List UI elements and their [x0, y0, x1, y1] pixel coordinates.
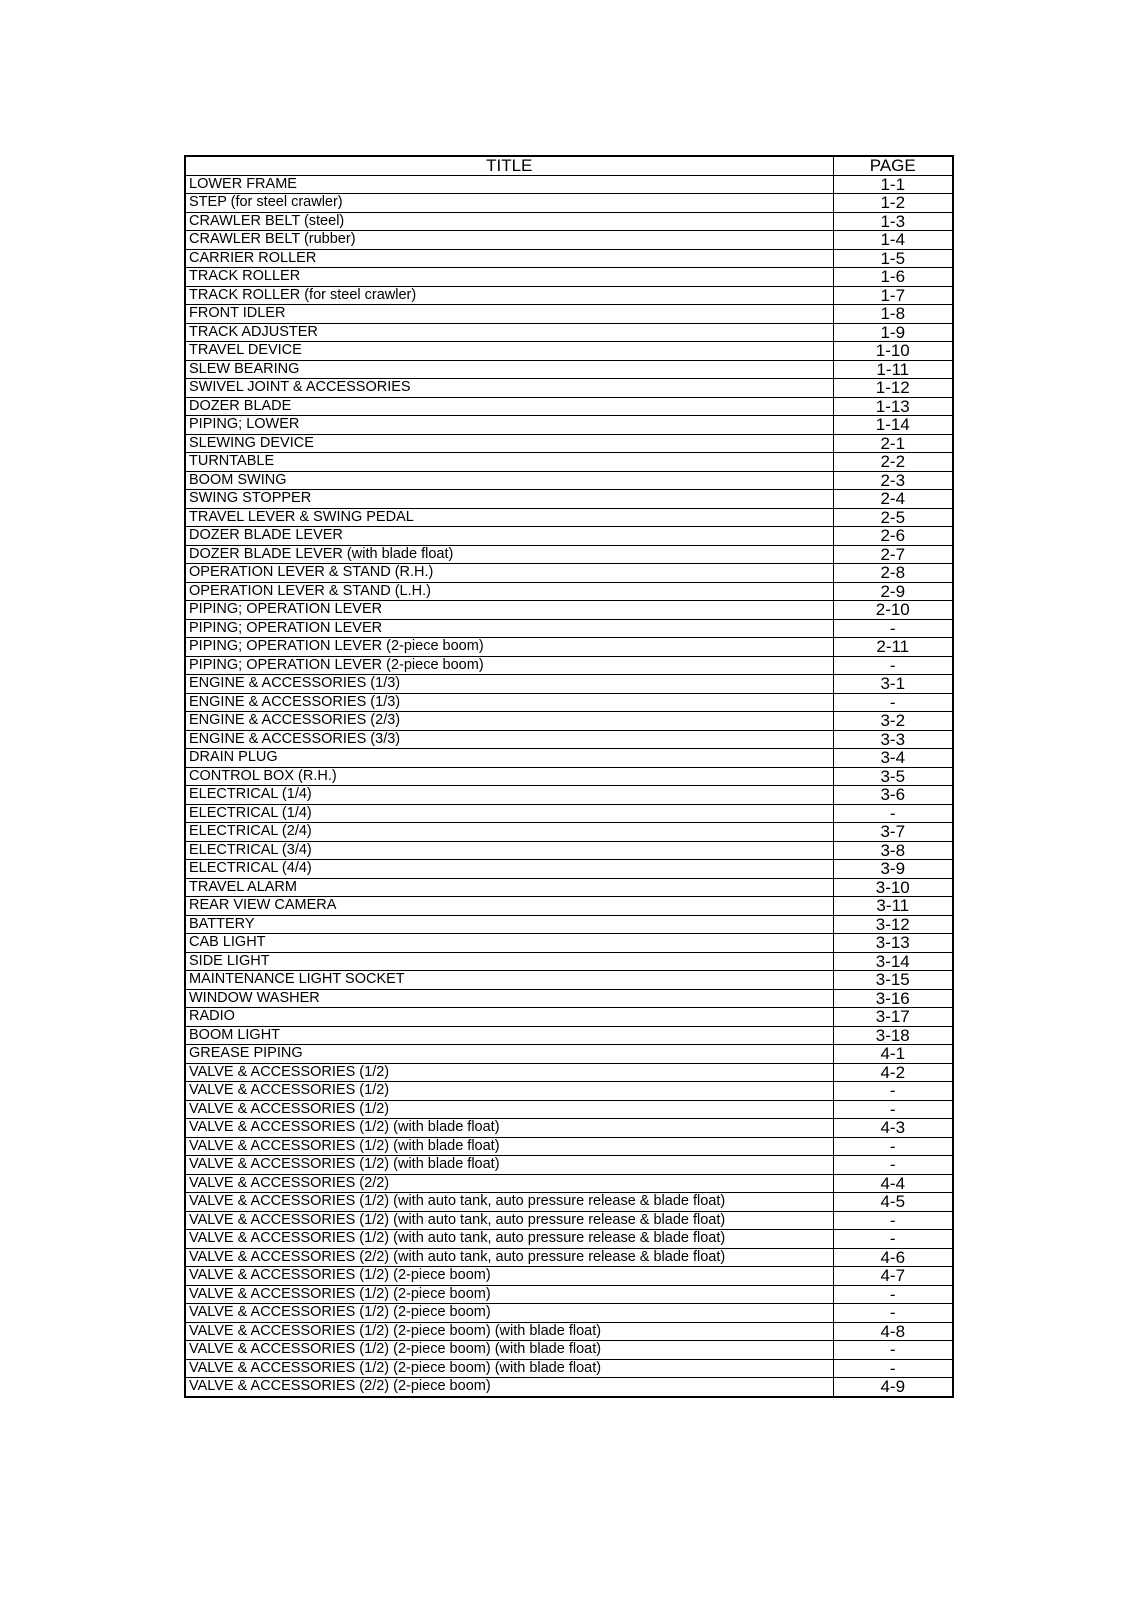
table-row — [185, 841, 953, 860]
row-page: 1-11 — [833, 360, 953, 379]
table-row — [185, 638, 953, 657]
row-page: - — [833, 1359, 953, 1378]
row-title: SIDE LIGHT — [185, 952, 833, 971]
table-row — [185, 1119, 953, 1138]
row-title: DOZER BLADE — [185, 397, 833, 416]
table-row — [185, 231, 953, 250]
row-page: 3-3 — [833, 730, 953, 749]
table-row — [185, 897, 953, 916]
row-title: ELECTRICAL (1/4) — [185, 804, 833, 823]
row-page: - — [833, 1137, 953, 1156]
row-page: 3-17 — [833, 1008, 953, 1027]
table-row — [185, 786, 953, 805]
table-row — [185, 656, 953, 675]
row-page: 2-9 — [833, 582, 953, 601]
row-page: 1-4 — [833, 231, 953, 250]
row-page: - — [833, 804, 953, 823]
row-page: 4-8 — [833, 1322, 953, 1341]
table-row — [185, 1248, 953, 1267]
table-row — [185, 416, 953, 435]
row-title: VALVE & ACCESSORIES (1/2) (2-piece boom) (with blade float) — [185, 1359, 833, 1378]
row-page: 3-8 — [833, 841, 953, 860]
row-title: CRAWLER BELT (rubber) — [185, 231, 833, 250]
row-page: 4-4 — [833, 1174, 953, 1193]
row-page: 1-12 — [833, 379, 953, 398]
table-row — [185, 1100, 953, 1119]
row-page: 3-4 — [833, 749, 953, 768]
table-row — [185, 268, 953, 287]
table-row — [185, 397, 953, 416]
table-row — [185, 379, 953, 398]
table-row — [185, 1304, 953, 1323]
row-title: PIPING; LOWER — [185, 416, 833, 435]
row-page: 3-13 — [833, 934, 953, 953]
row-page: 3-18 — [833, 1026, 953, 1045]
page-column-header: PAGE — [833, 156, 953, 175]
row-page: 1-7 — [833, 286, 953, 305]
row-title: RADIO — [185, 1008, 833, 1027]
row-page: - — [833, 1304, 953, 1323]
row-title: FRONT IDLER — [185, 305, 833, 324]
table-row — [185, 1045, 953, 1064]
table-row — [185, 323, 953, 342]
row-page: - — [833, 1082, 953, 1101]
row-title: TURNTABLE — [185, 453, 833, 472]
row-page: 2-6 — [833, 527, 953, 546]
table-row — [185, 527, 953, 546]
row-title: WINDOW WASHER — [185, 989, 833, 1008]
table-row — [185, 342, 953, 361]
table-row — [185, 693, 953, 712]
row-page: 1-14 — [833, 416, 953, 435]
row-title: SWIVEL JOINT & ACCESSORIES — [185, 379, 833, 398]
row-title: VALVE & ACCESSORIES (1/2) (2-piece boom) — [185, 1304, 833, 1323]
row-title: BOOM SWING — [185, 471, 833, 490]
table-row — [185, 804, 953, 823]
table-row — [185, 1063, 953, 1082]
table-row — [185, 1378, 953, 1397]
row-page: 2-8 — [833, 564, 953, 583]
header-row — [185, 156, 953, 175]
table-row — [185, 1174, 953, 1193]
row-page: 4-3 — [833, 1119, 953, 1138]
row-page: 3-14 — [833, 952, 953, 971]
row-title: CAB LIGHT — [185, 934, 833, 953]
row-title: TRAVEL ALARM — [185, 878, 833, 897]
row-page: 4-7 — [833, 1267, 953, 1286]
row-page: 3-11 — [833, 897, 953, 916]
row-page: 4-6 — [833, 1248, 953, 1267]
row-title: DOZER BLADE LEVER — [185, 527, 833, 546]
row-page: - — [833, 693, 953, 712]
row-page: 3-15 — [833, 971, 953, 990]
row-title: SLEWING DEVICE — [185, 434, 833, 453]
table-row — [185, 767, 953, 786]
row-title: VALVE & ACCESSORIES (2/2) (with auto tank, auto pressure release & blade float) — [185, 1248, 833, 1267]
row-page: 3-7 — [833, 823, 953, 842]
row-title: ENGINE & ACCESSORIES (2/3) — [185, 712, 833, 731]
row-title: VALVE & ACCESSORIES (1/2) (with auto tank, auto pressure release & blade float) — [185, 1230, 833, 1249]
table-row — [185, 675, 953, 694]
row-title: BATTERY — [185, 915, 833, 934]
row-title: VALVE & ACCESSORIES (1/2) (2-piece boom) — [185, 1285, 833, 1304]
row-title: TRACK ROLLER (for steel crawler) — [185, 286, 833, 305]
row-page: 2-3 — [833, 471, 953, 490]
table-row — [185, 212, 953, 231]
row-page: 4-2 — [833, 1063, 953, 1082]
row-title: MAINTENANCE LIGHT SOCKET — [185, 971, 833, 990]
row-title: GREASE PIPING — [185, 1045, 833, 1064]
row-page: - — [833, 1156, 953, 1175]
table-of-contents — [184, 155, 954, 1398]
row-page: 1-8 — [833, 305, 953, 324]
row-title: DRAIN PLUG — [185, 749, 833, 768]
table-row — [185, 619, 953, 638]
table-row — [185, 915, 953, 934]
row-page: - — [833, 619, 953, 638]
row-title: LOWER FRAME — [185, 175, 833, 194]
row-title: CRAWLER BELT (steel) — [185, 212, 833, 231]
table-row — [185, 305, 953, 324]
row-title: ELECTRICAL (4/4) — [185, 860, 833, 879]
row-title: VALVE & ACCESSORIES (1/2) (2-piece boom) — [185, 1267, 833, 1286]
row-title: ENGINE & ACCESSORIES (1/3) — [185, 693, 833, 712]
row-page: 1-13 — [833, 397, 953, 416]
row-page: - — [833, 656, 953, 675]
row-title: BOOM LIGHT — [185, 1026, 833, 1045]
row-page: 3-2 — [833, 712, 953, 731]
table-row — [185, 712, 953, 731]
row-title: REAR VIEW CAMERA — [185, 897, 833, 916]
row-page: 3-16 — [833, 989, 953, 1008]
row-title: TRAVEL DEVICE — [185, 342, 833, 361]
table-row — [185, 878, 953, 897]
row-title: OPERATION LEVER & STAND (L.H.) — [185, 582, 833, 601]
table-row — [185, 582, 953, 601]
row-page: 3-6 — [833, 786, 953, 805]
row-title: SWING STOPPER — [185, 490, 833, 509]
row-title: DOZER BLADE LEVER (with blade float) — [185, 545, 833, 564]
row-title: VALVE & ACCESSORIES (2/2) (2-piece boom) — [185, 1378, 833, 1397]
row-title: VALVE & ACCESSORIES (2/2) — [185, 1174, 833, 1193]
row-page: 1-3 — [833, 212, 953, 231]
table-row — [185, 434, 953, 453]
table-row — [185, 194, 953, 213]
table-row — [185, 175, 953, 194]
row-page: 2-10 — [833, 601, 953, 620]
row-page: 3-12 — [833, 915, 953, 934]
row-title: STEP (for steel crawler) — [185, 194, 833, 213]
table-row — [185, 1082, 953, 1101]
table-row — [185, 823, 953, 842]
table-row — [185, 1285, 953, 1304]
table-row — [185, 545, 953, 564]
row-title: VALVE & ACCESSORIES (1/2) (with blade float) — [185, 1137, 833, 1156]
row-page: - — [833, 1211, 953, 1230]
row-title: VALVE & ACCESSORIES (1/2) (2-piece boom) (with blade float) — [185, 1322, 833, 1341]
row-title: CONTROL BOX (R.H.) — [185, 767, 833, 786]
row-title: VALVE & ACCESSORIES (1/2) (2-piece boom) (with blade float) — [185, 1341, 833, 1360]
row-page: - — [833, 1230, 953, 1249]
table-row — [185, 453, 953, 472]
table-row — [185, 1008, 953, 1027]
row-title: OPERATION LEVER & STAND (R.H.) — [185, 564, 833, 583]
row-page: - — [833, 1100, 953, 1119]
table-row — [185, 1322, 953, 1341]
row-page: 3-1 — [833, 675, 953, 694]
row-page: 2-4 — [833, 490, 953, 509]
row-page: 1-9 — [833, 323, 953, 342]
row-title: PIPING; OPERATION LEVER (2-piece boom) — [185, 656, 833, 675]
row-title: VALVE & ACCESSORIES (1/2) — [185, 1063, 833, 1082]
table-row — [185, 1341, 953, 1360]
table-row — [185, 360, 953, 379]
table-row — [185, 1156, 953, 1175]
row-title: ELECTRICAL (1/4) — [185, 786, 833, 805]
row-title: PIPING; OPERATION LEVER — [185, 619, 833, 638]
table-row — [185, 730, 953, 749]
row-page: 1-10 — [833, 342, 953, 361]
table-row — [185, 934, 953, 953]
row-page: 2-1 — [833, 434, 953, 453]
row-page: 1-6 — [833, 268, 953, 287]
table-row — [185, 249, 953, 268]
table-row — [185, 952, 953, 971]
row-title: TRAVEL LEVER & SWING PEDAL — [185, 508, 833, 527]
row-page: 1-1 — [833, 175, 953, 194]
row-page: - — [833, 1341, 953, 1360]
row-title: TRACK ROLLER — [185, 268, 833, 287]
table-body — [185, 175, 953, 1397]
table-row — [185, 989, 953, 1008]
table-row — [185, 1359, 953, 1378]
table-row — [185, 471, 953, 490]
row-page: - — [833, 1285, 953, 1304]
table-row — [185, 1193, 953, 1212]
row-title: VALVE & ACCESSORIES (1/2) (with auto tank, auto pressure release & blade float) — [185, 1211, 833, 1230]
table-row — [185, 1211, 953, 1230]
row-title: VALVE & ACCESSORIES (1/2) (with blade float) — [185, 1156, 833, 1175]
row-page: 3-9 — [833, 860, 953, 879]
row-title: ELECTRICAL (2/4) — [185, 823, 833, 842]
row-page: 1-2 — [833, 194, 953, 213]
table-row — [185, 971, 953, 990]
row-title: PIPING; OPERATION LEVER — [185, 601, 833, 620]
title-column-header: TITLE — [185, 156, 833, 175]
table-row — [185, 749, 953, 768]
row-title: ENGINE & ACCESSORIES (3/3) — [185, 730, 833, 749]
row-page: 2-7 — [833, 545, 953, 564]
row-title: TRACK ADJUSTER — [185, 323, 833, 342]
row-page: 2-11 — [833, 638, 953, 657]
table-row — [185, 1137, 953, 1156]
table-row — [185, 1026, 953, 1045]
row-title: ELECTRICAL (3/4) — [185, 841, 833, 860]
table-row — [185, 508, 953, 527]
row-page: 2-2 — [833, 453, 953, 472]
table-row — [185, 564, 953, 583]
row-page: 3-5 — [833, 767, 953, 786]
row-page: 4-5 — [833, 1193, 953, 1212]
table-row — [185, 860, 953, 879]
row-title: SLEW BEARING — [185, 360, 833, 379]
row-title: CARRIER ROLLER — [185, 249, 833, 268]
row-page: 4-1 — [833, 1045, 953, 1064]
table-row — [185, 490, 953, 509]
table-row — [185, 1267, 953, 1286]
row-title: VALVE & ACCESSORIES (1/2) — [185, 1082, 833, 1101]
table-row — [185, 286, 953, 305]
row-page: 4-9 — [833, 1378, 953, 1397]
table-row — [185, 601, 953, 620]
row-page: 2-5 — [833, 508, 953, 527]
row-title: VALVE & ACCESSORIES (1/2) (with blade float) — [185, 1119, 833, 1138]
row-title: PIPING; OPERATION LEVER (2-piece boom) — [185, 638, 833, 657]
table-row — [185, 1230, 953, 1249]
row-page: 3-10 — [833, 878, 953, 897]
row-title: ENGINE & ACCESSORIES (1/3) — [185, 675, 833, 694]
row-page: 1-5 — [833, 249, 953, 268]
row-title: VALVE & ACCESSORIES (1/2) — [185, 1100, 833, 1119]
row-title: VALVE & ACCESSORIES (1/2) (with auto tank, auto pressure release & blade float) — [185, 1193, 833, 1212]
